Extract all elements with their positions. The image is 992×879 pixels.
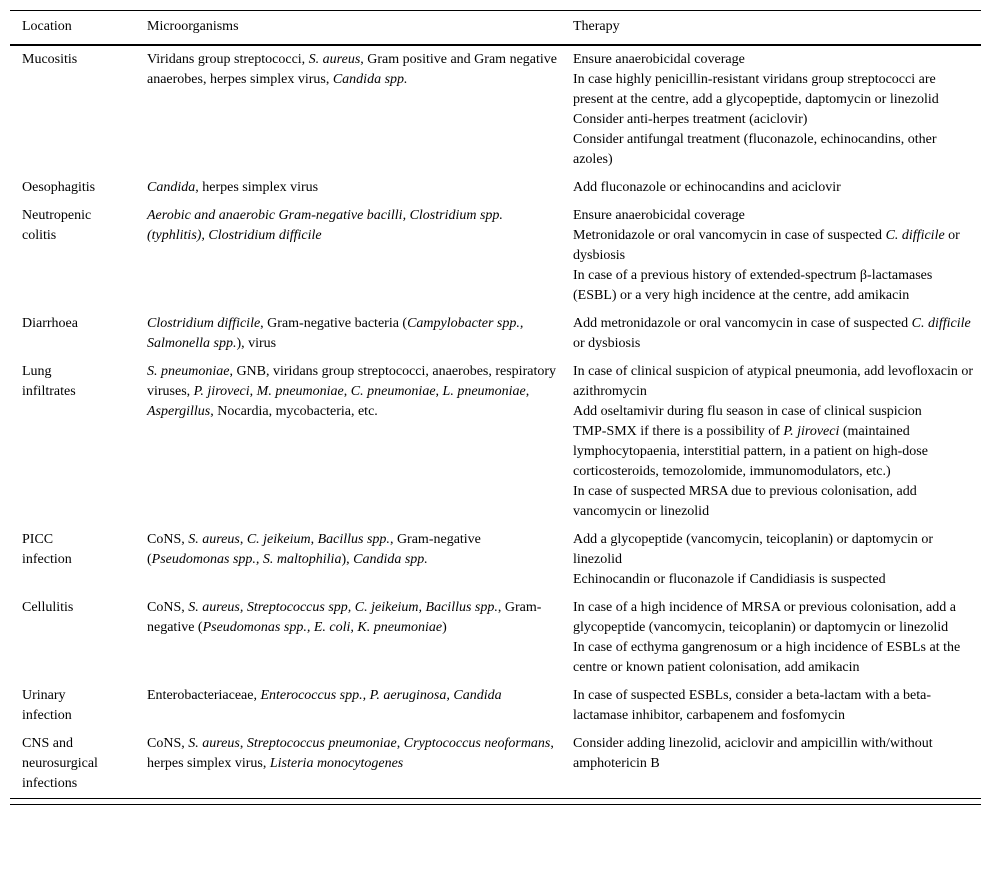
table-body	[10, 45, 981, 799]
text-segment: In case of suspected MRSA due to previous colonisation, add vancomycin or linezolid	[573, 484, 917, 519]
taxon-name: C. difficile	[911, 316, 971, 331]
therapy-line	[573, 734, 979, 774]
location-cell: Mucositis	[22, 52, 78, 67]
therapy-line	[573, 178, 979, 198]
therapy-cell	[573, 730, 981, 799]
microorganisms-cell	[147, 730, 573, 799]
text-segment: ,	[435, 384, 443, 399]
taxon-name: Candida spp.	[353, 552, 428, 567]
table-row	[10, 526, 981, 594]
therapy-line	[573, 686, 979, 726]
microorganisms-cell	[147, 358, 573, 526]
text-segment: In case of a high incidence of MRSA or previous colonisation, add a glycopeptide (vancomycin, teicoplanin) or daptomycin or linezolid	[573, 600, 956, 635]
location-cell: Oesophagitis	[22, 180, 96, 195]
taxon-name: P. jiroveci	[193, 384, 250, 399]
therapy-line	[573, 206, 979, 226]
text-segment: or dysbiosis	[573, 228, 960, 263]
text-segment: Add a glycopeptide (vancomycin, teicoplanin) or daptomycin or linezolid	[573, 532, 934, 567]
header-row	[10, 11, 981, 46]
table-row	[10, 174, 981, 202]
microorganisms-cell	[147, 45, 573, 174]
table-row	[10, 358, 981, 526]
text-segment: Consider adding linezolid, aciclovir and ampicillin with/without amphotericin B	[573, 736, 933, 771]
therapy-line	[573, 226, 979, 266]
taxon-name: M. pneumoniae	[256, 384, 344, 399]
text-segment: In case of a previous history of extended-spectrum β-lactamases (ESBL) or a very high incidence at the centre, add amikacin	[573, 268, 933, 303]
location-cell: Neutropenic colitis	[22, 208, 92, 243]
location-cell: Diarrhoea	[22, 316, 78, 331]
therapy-cell	[573, 45, 981, 174]
text-segment: , Gram positive and Gram negative anaerobes, herpes simplex virus,	[147, 52, 557, 87]
therapy-line	[573, 482, 979, 522]
therapy-cell	[573, 682, 981, 730]
taxon-name: Candida spp.	[332, 72, 408, 87]
therapy-line	[573, 530, 979, 570]
table-row	[10, 45, 981, 174]
infection-therapy-table	[10, 10, 981, 799]
taxon-name: L. pneumoniae	[442, 384, 526, 399]
therapy-line	[573, 422, 979, 482]
header-location: Location	[10, 11, 147, 46]
therapy-line	[573, 638, 979, 678]
location-cell: Cellulitis	[22, 600, 74, 615]
microorganisms-cell	[147, 174, 573, 202]
taxon-name: C. pneumoniae	[350, 384, 436, 399]
text-segment: (maintained lymphocytopaenia, interstitial pattern, in a patient on high-dose corticosteroids, temozolomide, immunomodulators, etc.)	[573, 424, 928, 479]
text-segment: ),	[341, 552, 354, 567]
text-segment: Consider anti-herpes treatment (aciclovir)	[573, 112, 808, 127]
text-segment: , herpes simplex virus	[195, 180, 319, 195]
text-segment: ,	[310, 532, 318, 547]
taxon-name: P. jiroveci	[783, 424, 840, 439]
table-row	[10, 730, 981, 799]
therapy-cell	[573, 202, 981, 310]
taxon-name: Clostridium difficile	[147, 316, 261, 331]
therapy-line	[573, 314, 979, 354]
therapy-line	[573, 570, 979, 590]
text-segment: CoNS,	[147, 600, 189, 615]
text-segment: In case of suspected ESBLs, consider a beta-lactam with a beta-lactamase inhibitor, carbapenem and fosfomycin	[573, 688, 932, 723]
taxon-name: Campylobacter spp., Salmonella spp.	[147, 316, 524, 351]
location-cell: PICC infection	[22, 532, 72, 567]
location-cell: Lung infiltrates	[22, 364, 76, 399]
text-segment: ,	[343, 384, 351, 399]
table-row	[10, 594, 981, 682]
taxon-name: Streptococcus pneumoniae	[246, 736, 397, 751]
text-segment: Ensure anaerobicidal coverage	[573, 208, 745, 223]
text-segment: In case highly penicillin-resistant viridans group streptococci are present at the centre, add a glycopeptide, daptomycin or linezolid	[573, 72, 939, 107]
therapy-line	[573, 130, 979, 170]
text-segment: , herpes simplex virus,	[147, 736, 554, 771]
taxon-name: Cryptococcus neoformans	[403, 736, 551, 751]
therapy-line	[573, 362, 979, 402]
therapy-cell	[573, 594, 981, 682]
taxon-name: S. aureus	[188, 736, 240, 751]
taxon-name: S. aureus	[188, 532, 240, 547]
text-segment: CoNS,	[147, 532, 189, 547]
text-segment: ,	[396, 736, 404, 751]
header-therapy: Therapy	[573, 11, 981, 46]
taxon-name: Candida	[147, 180, 196, 195]
text-segment: In case of clinical suspicion of atypical pneumonia, add levofloxacin or azithromycin	[573, 364, 974, 399]
text-segment: , Gram-negative (	[147, 600, 542, 635]
location-cell: Urinary infection	[22, 688, 72, 723]
location-cell: CNS and neurosurgical infections	[22, 736, 98, 791]
therapy-line	[573, 70, 979, 110]
taxon-name: S. aureus	[308, 52, 361, 67]
text-segment: ), virus	[236, 336, 277, 351]
text-segment: ,	[239, 532, 247, 547]
taxon-name: Pseudomonas spp., E. coli, K. pneumoniae	[202, 620, 443, 635]
microorganisms-cell	[147, 682, 573, 730]
taxon-name: Pseudomonas spp., S. maltophilia	[151, 552, 342, 567]
table-row	[10, 682, 981, 730]
text-segment: Viridans group streptococci,	[147, 52, 309, 67]
table-row	[10, 310, 981, 358]
text-segment: ,	[249, 384, 257, 399]
taxon-name: Listeria monocytogenes	[269, 756, 404, 771]
text-segment: CoNS,	[147, 736, 189, 751]
microorganisms-cell	[147, 526, 573, 594]
taxon-name: Aspergillus	[147, 404, 211, 419]
taxon-name: Aerobic and anaerobic Gram-negative bacilli, Clostridium spp. (typhlitis), Clostridium difficile	[147, 208, 503, 243]
header-microorganisms: Microorganisms	[147, 11, 573, 46]
therapy-cell	[573, 174, 981, 202]
table-header	[10, 11, 981, 46]
therapy-line	[573, 50, 979, 70]
table-bottom-rule	[10, 804, 981, 805]
text-segment: , GNB, viridans group streptococci, anaerobes, respiratory viruses,	[147, 364, 557, 399]
taxon-name: C. difficile	[885, 228, 945, 243]
therapy-line	[573, 266, 979, 306]
text-segment: In case of ecthyma gangrenosum or a high incidence of ESBLs at the centre or known patient colonisation, add amikacin	[573, 640, 961, 675]
text-segment: Echinocandin or fluconazole if Candidiasis is suspected	[573, 572, 886, 587]
taxon-name: Bacillus spp.	[317, 532, 390, 547]
text-segment: Enterobacteriaceae,	[147, 688, 261, 703]
therapy-line	[573, 598, 979, 638]
text-segment: , Gram-negative (	[147, 532, 481, 567]
taxon-name: Enterococcus spp., P. aeruginosa, Candida	[260, 688, 502, 703]
text-segment: Consider antifungal treatment (fluconazole, echinocandins, other azoles)	[573, 132, 937, 167]
taxon-name: S. pneumoniae	[147, 364, 230, 379]
therapy-cell	[573, 310, 981, 358]
therapy-line	[573, 110, 979, 130]
taxon-name: S. aureus, Streptococcus spp, C. jeikeium, Bacillus spp.	[188, 600, 498, 615]
text-segment: or dysbiosis	[573, 336, 641, 351]
text-segment: Add fluconazole or echinocandins and aciclovir	[573, 180, 841, 195]
therapy-cell	[573, 358, 981, 526]
text-segment: ,	[525, 384, 530, 399]
text-segment: TMP-SMX if there is a possibility of	[573, 424, 784, 439]
therapy-cell	[573, 526, 981, 594]
text-segment: Metronidazole or oral vancomycin in case of suspected	[573, 228, 886, 243]
microorganisms-cell	[147, 202, 573, 310]
taxon-name: C. jeikeium	[246, 532, 311, 547]
therapy-line	[573, 402, 979, 422]
text-segment: , Nocardia, mycobacteria, etc.	[210, 404, 378, 419]
text-segment: )	[442, 620, 447, 635]
text-segment: Add metronidazole or oral vancomycin in case of suspected	[573, 316, 912, 331]
microorganisms-cell	[147, 594, 573, 682]
text-segment: ,	[239, 736, 247, 751]
table-row	[10, 202, 981, 310]
text-segment: , Gram-negative bacteria (	[260, 316, 408, 331]
text-segment: Add oseltamivir during flu season in case of clinical suspicion	[573, 404, 922, 419]
text-segment: Ensure anaerobicidal coverage	[573, 52, 745, 67]
microorganisms-cell	[147, 310, 573, 358]
